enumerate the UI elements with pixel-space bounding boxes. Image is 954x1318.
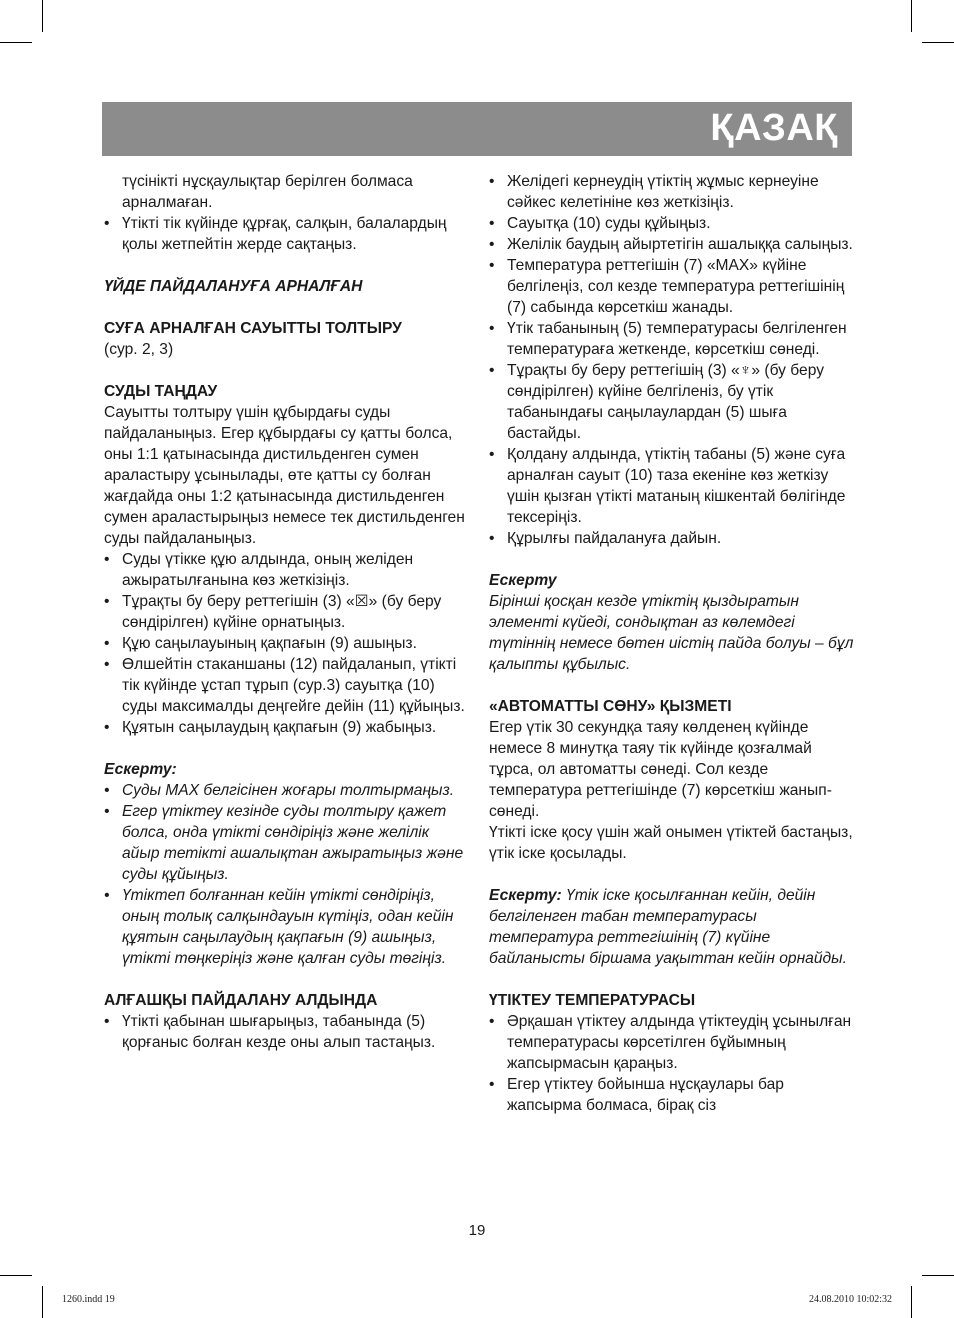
bullet: • [489, 173, 495, 190]
bullet: • [489, 236, 495, 253]
list-item: • Үтік табанының (5) температурасы белгіленген температураға жеткенде, көрсеткіш сөнеді. [489, 320, 847, 358]
list-item: • Сауытқа (10) суды құйыңыз. [489, 215, 711, 232]
bullet: • [104, 635, 110, 652]
print-slug-date: 24.08.2010 10:02:32 [808, 1294, 892, 1305]
section-title: ҚАЗАҚ [710, 107, 838, 149]
bullet: • [489, 362, 495, 379]
bullet: • [489, 1076, 495, 1093]
heading: СУҒА АРНАЛҒАН САУЫТТЫ ТОЛТЫРУ [104, 320, 402, 337]
crop-mark [911, 1286, 912, 1318]
list-item: • Желілік баудың айыртетігін ашалыққа салыңыз. [489, 236, 853, 253]
list-item: • Құятын саңылаудың қақпағын (9) жабыңыз. [104, 719, 437, 736]
paragraph: (сур. 2, 3) [104, 341, 174, 358]
crop-mark [0, 42, 32, 43]
crop-mark [42, 1286, 43, 1318]
list-item: • Құрылғы пайдалануға дайын. [489, 530, 722, 547]
note-label: Ескерту: [104, 761, 177, 778]
heading: «АВТОМАТТЫ СӨНУ» ҚЫЗМЕТІ [489, 698, 732, 715]
page-number: 19 [468, 1222, 486, 1239]
bullet: • [104, 1013, 110, 1030]
list-item: • Үтікті тік күйінде құрғақ, салқын, балалардың қолы жетпейтін жерде сақтаңыз. [104, 215, 447, 253]
note-text: Бірінші қосқан кезде үтіктің қыздыратын элементі күйеді, сондықтан аз көлемдегі түтіннің немесе бөтен иістің пайда болуы – бұл қалыпты құбылыс. [489, 593, 854, 673]
bullet: • [104, 656, 110, 673]
list-item: • Әрқашан үтіктеу алдында үтіктеудің ұсынылған температурасы көрсетілген бұйымның жапсырмасын қараңыз. [489, 1013, 852, 1072]
section-header [102, 102, 852, 156]
paragraph: Егер үтік 30 секундқа таяу көлденең күйінде немесе 8 минутқа таяу тік күйінде қозғалмай тұрса, ол автоматты сөнеді. Сол кезде температура реттегішінде (7) көрсеткіш жанып-сөнеді. [489, 719, 832, 820]
list-item: • Үтіктеп болғаннан кейін үтікті сөндіріңіз, оның толық салқындауын күтіңіз, одан кейін құятын саңылаудың қақпағын (9) ашыңыз, үтікті төңкеріңіз және қалған суды төгіңіз. [104, 887, 454, 967]
list-item: • Температура реттегішін (7) «MAX» күйіне белгілеңіз, сол кезде температура реттегішінің (7) сабында көрсеткіш жанады. [489, 257, 845, 316]
print-slug-file: 1260.indd 19 [62, 1294, 115, 1305]
list-item: • Егер үтіктеу кезінде суды толтыру қажет болса, онда үтікті сөндіріңіз және желілік айыр тетікті ашалықтан ажыратыңыз және суды құйыңыз. [104, 803, 464, 883]
bullet: • [489, 530, 495, 547]
crop-mark [0, 1275, 32, 1276]
note-text: Үтік іске қосылғаннан кейін, дейін белгіленген табан температурасы температура реттегішінің (7) күйіне байланысты біршама уақыттан кейін орнайды. [489, 887, 847, 967]
list-item: • Өлшейтін стаканшаны (12) пайдаланып, үтікті тік күйінде ұстап тұрып (сур.3) сауытқа (10) суды максималды деңгейге дейін (11) құйыңыз. [104, 656, 465, 715]
bullet: • [489, 257, 495, 274]
left-column [104, 171, 466, 1053]
bullet: • [104, 215, 110, 232]
crop-mark [922, 42, 954, 43]
heading: АЛҒАШҚЫ ПАЙДАЛАНУ АЛДЫНДА [104, 992, 378, 1009]
list-item: • Үтікті қабынан шығарыңыз, табанында (5) қорғаныс болған кезде оны алып тастаңыз. [104, 1013, 436, 1051]
note-label: Ескерту [489, 572, 557, 589]
heading: ҮТІКТЕУ ТЕМПЕРАТУРАСЫ [489, 992, 696, 1009]
heading: СУДЫ ТАҢДАУ [104, 383, 218, 400]
bullet: • [104, 782, 110, 799]
list-item: • Суды MAX белгісінен жоғары толтырмаңыз. [104, 782, 455, 799]
list-item: • Егер үтіктеу бойынша нұсқаулары бар жапсырма болмаса, бірақ сіз [489, 1076, 784, 1114]
list-item: • Желідегі кернеудің үтіктің жұмыс кернеуіне сәйкес келетініне көз жеткізіңіз. [489, 173, 819, 211]
crop-mark [42, 0, 43, 32]
paragraph: Үтікті іске қосу үшін жай онымен үтіктей бастаңыз, үтік іске қосылады. [489, 824, 853, 862]
bullet: • [104, 803, 110, 820]
crop-mark [922, 1275, 954, 1276]
heading: ҮЙДЕ ПАЙДАЛАНУҒА АРНАЛҒАН [104, 278, 363, 295]
note-paragraph [489, 885, 855, 969]
list-item: • Тұрақты бу беру реттегішің (3) «♆» (бу беру сөндірілген) күйіне белгіленіз, бу үтік табанындағы саңылаулардан (5) шыға бастайды. [489, 362, 825, 442]
bullet: • [489, 1013, 495, 1030]
right-column [489, 171, 855, 1116]
bullet: • [104, 593, 110, 610]
bullet: • [489, 320, 495, 337]
note-label: Ескерту: [489, 887, 562, 904]
paragraph: түсінікті нұсқаулықтар берілген болмаса арналмаған. [122, 173, 413, 211]
list-item: • Суды үтікке құю алдында, оның желіден ажыратылғанына көз жеткізіңіз. [104, 551, 414, 589]
bullet: • [104, 551, 110, 568]
list-item: • Құю саңылауының қақпағын (9) ашыңыз. [104, 635, 417, 652]
bullet: • [104, 887, 110, 904]
bullet: • [489, 446, 495, 463]
bullet: • [104, 719, 110, 736]
list-item: • Тұрақты бу беру реттегішін (3) «☒» (бу беру сөндірілген) күйіне орнатыңыз. [104, 593, 442, 631]
list-item: • Қолдану алдында, үтіктің табаны (5) және суға арналған сауыт (10) таза екеніне көз жеткізу үшін қызған үтікті матаның кішкентай бөлігінде тексеріңіз. [489, 446, 846, 526]
crop-mark [911, 0, 912, 32]
bullet: • [489, 215, 495, 232]
paragraph: Сауытты толтыру үшін құбырдағы суды пайдаланыңыз. Егер құбырдағы су қатты болса, оны 1:1 қатынасында дистильденген сумен араластыру ұсынылады, өте қатты су болған жағдайда оны 1:2 қатынасында дистильденген сумен араластырыңыз немесе тек дистильденген суды пайдаланыңыз. [104, 404, 465, 547]
